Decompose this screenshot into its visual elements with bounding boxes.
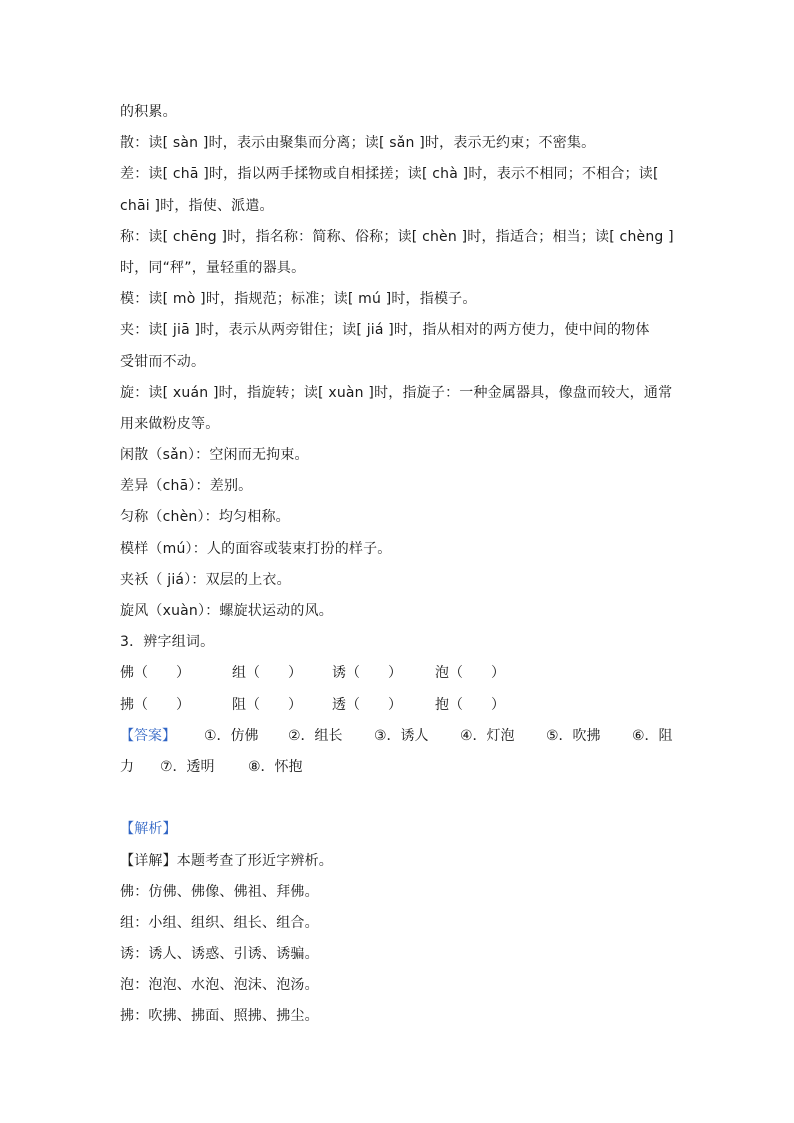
answer-item: ⑧．怀抱 bbox=[248, 758, 303, 775]
text-line: 旋：读[ xuán ]时，指旋转；读[ xuàn ]时，指旋子：一种金属器具，像盘而较大，通常 bbox=[120, 384, 673, 401]
text-line: 夹袄（ jiá）：双层的上衣。 bbox=[120, 571, 291, 588]
char-blank: 抱（ ） bbox=[435, 696, 505, 713]
text-line: 闲散（sǎn）：空闲而无拘束。 bbox=[120, 447, 309, 464]
answer-item: ②．组长 bbox=[288, 727, 343, 744]
text-line: 诱：诱人、诱惑、引诱、诱骗。 bbox=[120, 946, 319, 963]
char-blank: 佛（ ） bbox=[120, 665, 190, 682]
answer-item: ⑥．阻 bbox=[632, 727, 673, 744]
answer-item: ⑦．透明 bbox=[160, 758, 215, 775]
text-line: 用来做粉皮等。 bbox=[120, 415, 220, 432]
text-line: 散：读[ sàn ]时，表示由聚集而分离；读[ sǎn ]时，表示无约束；不密集。 bbox=[120, 135, 596, 152]
char-blank: 透（ ） bbox=[332, 696, 402, 713]
text-line: 差异（chā）：差别。 bbox=[120, 478, 253, 495]
question-title: 3．辨字组词。 bbox=[120, 634, 215, 651]
text-line: 时，同“秤”，量轻重的器具。 bbox=[120, 259, 306, 276]
text-line: 旋风（xuàn）：螺旋状运动的风。 bbox=[120, 603, 334, 619]
text-line: 差：读[ chā ]时，指以两手揉物或自相揉搓；读[ chà ]时，表示不相同；不相合；读[ bbox=[120, 166, 659, 183]
answer-item: ①．仿佛 bbox=[204, 727, 259, 744]
text-line: chāi ]时，指使、派遣。 bbox=[120, 197, 274, 214]
text-line: 称：读[ chēng ]时，指名称：简称、俗称；读[ chèn ]时，指适合；相当；读[ chèng ] bbox=[120, 228, 674, 245]
text-line: 组：小组、组织、组长、组合。 bbox=[120, 914, 319, 931]
answer-item: ④．灯泡 bbox=[460, 727, 515, 744]
answer-item: ③．诱人 bbox=[374, 727, 429, 744]
blank-line bbox=[120, 783, 680, 814]
text-line: 佛：仿佛、佛像、佛祖、拜佛。 bbox=[120, 883, 319, 900]
char-blank: 泡（ ） bbox=[435, 665, 505, 682]
answer-item: ⑤．吹拂 bbox=[546, 727, 601, 744]
text-line: 【详解】本题考查了形近字辨析。 bbox=[120, 852, 333, 869]
answer-row bbox=[120, 721, 680, 752]
text-line: 模：读[ mò ]时，指规范；标准；读[ mú ]时，指模子。 bbox=[120, 291, 477, 308]
text-line: 夹：读[ jiā ]时，表示从两旁钳住；读[ jiá ]时，指从相对的两方使力，使中间的物体 bbox=[120, 322, 650, 339]
analysis-label: 【解析】 bbox=[120, 821, 177, 838]
answer-item: 力 bbox=[120, 758, 134, 775]
text-line: 拂：吹拂、拂面、照拂、拂尘。 bbox=[120, 1008, 319, 1025]
char-blank: 诱（ ） bbox=[332, 665, 402, 682]
answer-row bbox=[120, 752, 680, 783]
char-blank: 阻（ ） bbox=[232, 696, 302, 713]
text-line: 受钳而不动。 bbox=[120, 353, 206, 370]
text-line: 匀称（chèn）：均匀相称。 bbox=[120, 509, 290, 526]
char-pair-row bbox=[120, 658, 680, 689]
char-blank: 组（ ） bbox=[232, 665, 302, 682]
text-line: 泡：泡泡、水泡、泡沫、泡汤。 bbox=[120, 977, 319, 994]
char-blank: 拂（ ） bbox=[120, 696, 190, 713]
document-page bbox=[120, 97, 680, 1033]
char-pair-row bbox=[120, 690, 680, 721]
text-line: 模样（mú）：人的面容或装束打扮的样子。 bbox=[120, 540, 392, 557]
text-line: 的积累。 bbox=[120, 104, 177, 120]
answer-label: 【答案】 bbox=[120, 727, 176, 744]
